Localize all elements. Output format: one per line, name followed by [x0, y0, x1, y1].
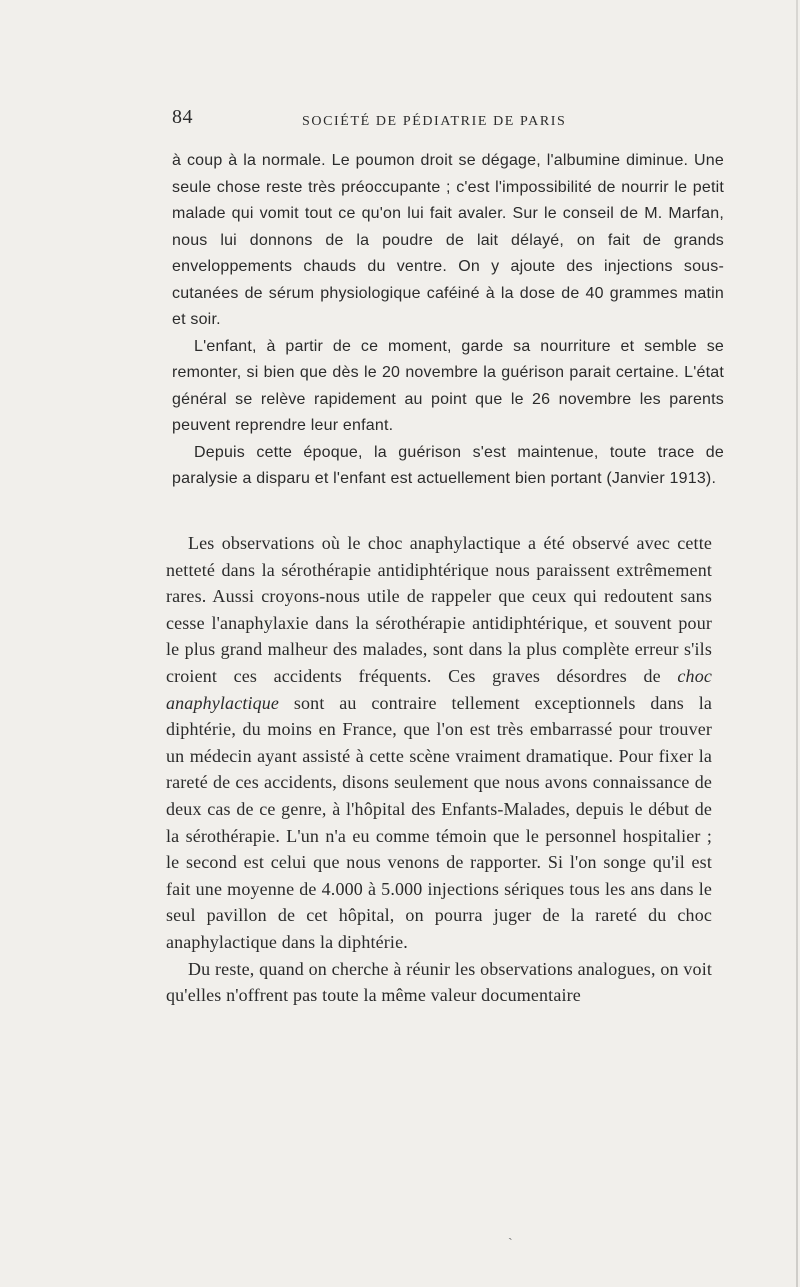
running-title: SOCIÉTÉ DE PÉDIATRIE DE PARIS: [302, 114, 567, 129]
page-number: 84: [172, 106, 193, 128]
paragraph-4-start: Les observations où le choc anaphylactique a été observé avec cette netteté dans la sérothérapie antidiphtérique nous paraissent extrêmement rares. Aussi croyons-nous utile de rappeler que ceux qui redoutent sans cesse l'anaphylaxie dans la sérothérapie antidiphtérique, et souvent pour le plus grand malheur des malades, sont dans la plus complète erreur s'ils croient ces accidents fréquents. Ces graves désordres de: [166, 533, 712, 686]
emphasis-choc-anaphylactique: choc anaphylactique: [166, 665, 712, 713]
paragraph-2: L'enfant, à partir de ce moment, garde sa nourriture et semble se remonter, si bien que dès le 20 novembre la guérison parait certaine. L'état général se relève rapidement au point que le 26 novembre les parents peuvent reprendre leur enfant.: [172, 337, 724, 434]
page-header: [172, 106, 712, 136]
paragraph-1: à coup à la normale. Le poumon droit se dégage, l'albumine diminue. Une seule chose reste très préoccupante ; c'est l'impossibilité de nourrir le petit malade qui vomit tout ce qu'on lui fait avaler. Sur le conseil de M. Marfan, nous lui donnons de la poudre de lait délayé, on fait de grands enveloppements chauds du ventre. On y ajoute des injections sous-cutanées de sérum physiologique caféiné à la dose de 40 grammes matin et soir.: [172, 152, 724, 328]
paragraph-3: Depuis cette époque, la guérison s'est maintenue, toute trace de paralysie a disparu et l'enfant est actuellement bien portant (Janvier 1913).: [172, 443, 724, 487]
paragraph-4-end: sont au contraire tellement exceptionnels dans la diphtérie, du moins en France, que l'on est très embarrassé pour trouver un médecin ayant assisté à cette scène vraiment dramatique. Pour fixer la rareté de ces accidents, disons seulement que nous avons connaissance de deux cas de ce genre, à l'hôpital des Enfants-Malades, depuis le début de la sérothérapie. L'un n'a eu comme témoin que le personnel hospitalier ; le second est celui que nous venons de rapporter. Si l'on songe qu'il est fait une moyenne de 4.000 à 5.000 injections sériques tous les ans dans le seul pavillon de cet hôpital, on pourra juger de la rareté du choc anaphylactique dans la diphtérie.: [166, 692, 712, 952]
scan-speck: ˏ: [508, 1225, 513, 1241]
paragraph-5: Du reste, quand on cherche à réunir les observations analogues, on voit qu'elles n'offrent pas toute la même valeur documentaire: [166, 958, 712, 1006]
case-report-text: [172, 148, 724, 493]
discussion-text: [166, 530, 712, 1009]
paragraph-4: [166, 530, 712, 956]
page-edge: [796, 0, 798, 1287]
